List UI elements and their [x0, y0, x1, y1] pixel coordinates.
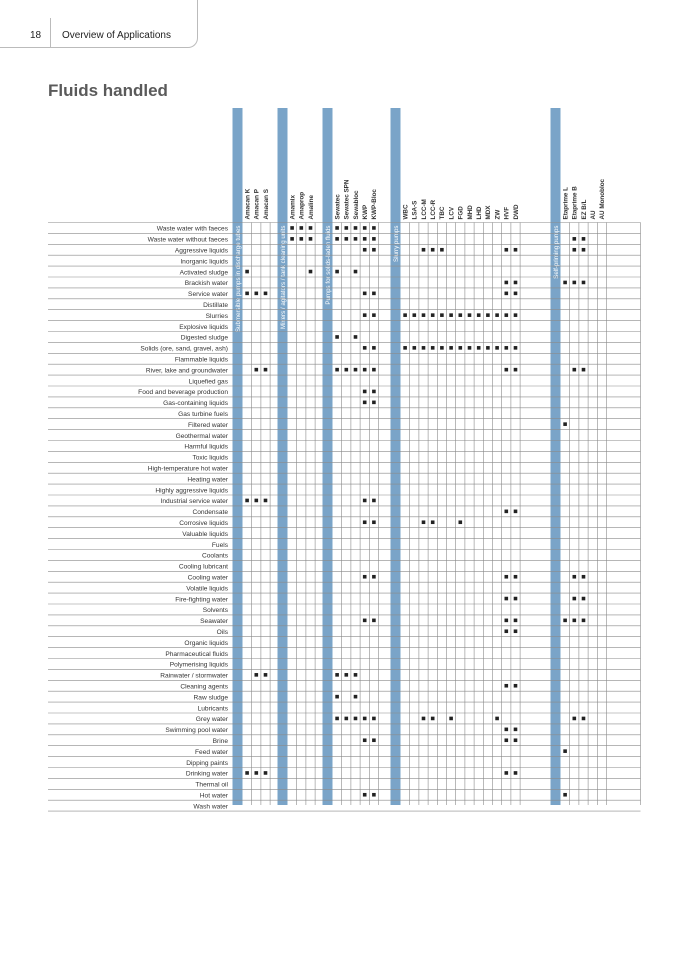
suitability-mark: [290, 226, 294, 230]
suitability-mark: [505, 597, 509, 601]
suitability-mark: [264, 368, 268, 372]
fluid-label: Fuels: [211, 541, 228, 549]
suitability-mark: [363, 717, 367, 721]
suitability-mark: [363, 738, 367, 742]
suitability-mark: [372, 390, 376, 394]
suitability-mark: [413, 313, 417, 317]
group-bar: [278, 108, 288, 805]
suitability-mark: [582, 597, 586, 601]
fluid-label: Explosive liquids: [179, 323, 228, 331]
product-header: LCC-M: [420, 199, 428, 220]
group-label: Self-priming pumps: [553, 225, 560, 279]
suitability-mark: [335, 237, 339, 241]
suitability-mark: [468, 313, 472, 317]
suitability-mark: [255, 771, 259, 775]
suitability-mark: [290, 237, 294, 241]
suitability-mark: [573, 237, 577, 241]
suitability-mark: [582, 368, 586, 372]
suitability-mark: [514, 248, 518, 252]
suitability-mark: [264, 292, 268, 296]
suitability-mark: [514, 346, 518, 350]
fluid-label: Oils: [216, 629, 228, 636]
suitability-mark: [477, 313, 481, 317]
product-header: AU: [590, 210, 597, 220]
suitability-mark: [363, 237, 367, 241]
suitability-mark: [514, 684, 518, 688]
fluid-label: Cooling water: [187, 574, 228, 582]
fluid-label: Highly aggressive liquids: [155, 487, 228, 495]
suitability-mark: [573, 248, 577, 252]
suitability-mark: [468, 346, 472, 350]
suitability-mark: [335, 226, 339, 230]
fluid-label: Activated sludge: [179, 269, 228, 277]
fluid-label: Lubricants: [197, 705, 228, 713]
suitability-mark: [505, 728, 509, 732]
fluid-label: Hot water: [199, 792, 228, 800]
page-number: 18: [30, 30, 42, 41]
suitability-mark: [363, 390, 367, 394]
suitability-mark: [413, 346, 417, 350]
suitability-mark: [309, 237, 313, 241]
suitability-mark: [449, 346, 453, 350]
suitability-mark: [363, 313, 367, 317]
fluid-label: Rainwater / stormwater: [160, 672, 228, 680]
product-header: KWP: [362, 204, 369, 220]
suitability-mark: [505, 368, 509, 372]
suitability-mark: [431, 248, 435, 252]
suitability-mark: [345, 673, 349, 677]
suitability-mark: [582, 281, 586, 285]
suitability-mark: [345, 226, 349, 230]
fluid-label: Gas-containing liquids: [163, 400, 228, 408]
suitability-mark: [505, 281, 509, 285]
suitability-mark: [245, 499, 249, 503]
suitability-mark: [514, 575, 518, 579]
product-header: Etaprime B: [571, 186, 579, 220]
fluid-label: Seawater: [200, 618, 228, 626]
product-header: HVF: [503, 206, 511, 220]
product-header: AU Monobloc: [599, 178, 607, 220]
suitability-mark: [354, 717, 358, 721]
product-header: KWP-Bloc: [371, 189, 379, 220]
suitability-mark: [440, 346, 444, 350]
product-header: Sewatec SPN: [343, 179, 351, 220]
fluid-label: Liquefied gas: [188, 378, 228, 386]
suitability-mark: [495, 717, 499, 721]
fluid-label: Service water: [188, 291, 228, 299]
suitability-mark: [363, 368, 367, 372]
suitability-mark: [514, 619, 518, 623]
suitability-mark: [363, 793, 367, 797]
suitability-mark: [422, 313, 426, 317]
suitability-mark: [354, 695, 358, 699]
fluid-label: Corrosive liquids: [179, 520, 228, 527]
suitability-mark: [563, 281, 567, 285]
fluid-label: Grey water: [195, 716, 228, 724]
suitability-mark: [505, 510, 509, 514]
suitability-mark: [505, 575, 509, 579]
fluid-label: Heating water: [187, 476, 228, 484]
fluid-label: Harmful liquids: [184, 443, 228, 451]
suitability-mark: [372, 313, 376, 317]
suitability-mark: [372, 520, 376, 524]
fluid-label: Flammable liquids: [174, 356, 228, 364]
fluid-label: Food and beverage production: [138, 389, 228, 397]
suitability-mark: [514, 313, 518, 317]
product-header: LSA-S: [411, 200, 419, 220]
suitability-mark: [505, 346, 509, 350]
group-label: Submersible pumps in discharge tubes: [235, 225, 242, 333]
suitability-mark: [582, 248, 586, 252]
suitability-mark: [335, 673, 339, 677]
suitability-mark: [372, 499, 376, 503]
suitability-mark: [563, 619, 567, 623]
group-label: Slurry pumps: [393, 225, 400, 262]
suitability-mark: [245, 292, 249, 296]
suitability-mark: [449, 313, 453, 317]
fluid-label: Feed water: [195, 748, 228, 756]
product-header: DWD: [512, 204, 520, 220]
suitability-mark: [372, 368, 376, 372]
suitability-mark: [505, 248, 509, 252]
fluid-label: Digested sludge: [180, 334, 228, 342]
suitability-mark: [486, 346, 490, 350]
product-header: FGD: [457, 206, 465, 220]
suitability-mark: [505, 619, 509, 623]
group-bar: [391, 108, 401, 805]
suitability-mark: [422, 717, 426, 721]
suitability-mark: [335, 270, 339, 274]
suitability-mark: [573, 575, 577, 579]
fluid-label: Fire-fighting water: [175, 596, 228, 604]
product-header: LHD: [476, 206, 483, 220]
suitability-mark: [354, 368, 358, 372]
suitability-mark: [245, 270, 249, 274]
suitability-mark: [563, 793, 567, 797]
suitability-mark: [459, 313, 463, 317]
suitability-mark: [354, 270, 358, 274]
suitability-mark: [403, 346, 407, 350]
suitability-mark: [363, 499, 367, 503]
suitability-mark: [573, 717, 577, 721]
fluid-label: Solvents: [202, 607, 228, 615]
fluid-label: Organic liquids: [184, 639, 228, 647]
suitability-mark: [363, 401, 367, 405]
suitability-mark: [354, 335, 358, 339]
suitability-mark: [431, 346, 435, 350]
fluid-label: Toxic liquids: [192, 454, 228, 462]
suitability-mark: [505, 684, 509, 688]
suitability-mark: [440, 248, 444, 252]
product-header: ZW: [494, 209, 502, 220]
fluid-label: Waste water with faeces: [156, 225, 228, 233]
fluid-label: Waste water without faeces: [147, 236, 228, 244]
suitability-mark: [514, 728, 518, 732]
suitability-mark: [372, 619, 376, 623]
suitability-mark: [514, 738, 518, 742]
suitability-mark: [363, 520, 367, 524]
fluid-label: Brackish water: [184, 280, 228, 288]
suitability-mark: [335, 695, 339, 699]
suitability-mark: [514, 629, 518, 633]
product-header: Sewabloc: [352, 190, 360, 220]
suitability-mark: [309, 226, 313, 230]
fluid-label: River, lake and groundwater: [145, 367, 228, 375]
group-bar: [323, 108, 333, 805]
fluid-label: Geothermal water: [175, 432, 228, 440]
suitability-mark: [449, 717, 453, 721]
suitability-mark: [372, 717, 376, 721]
fluid-label: Cooling lubricant: [178, 563, 228, 571]
suitability-mark: [372, 793, 376, 797]
suitability-mark: [582, 575, 586, 579]
suitability-mark: [582, 717, 586, 721]
suitability-mark: [563, 749, 567, 753]
suitability-mark: [431, 717, 435, 721]
fluid-label: Volatile liquids: [186, 585, 228, 593]
fluid-label: Coolants: [201, 552, 228, 560]
product-header: Amaline: [307, 195, 315, 220]
suitability-mark: [403, 313, 407, 317]
suitability-mark: [363, 575, 367, 579]
suitability-mark: [255, 673, 259, 677]
suitability-mark: [486, 313, 490, 317]
suitability-mark: [505, 629, 509, 633]
suitability-mark: [255, 368, 259, 372]
suitability-mark: [264, 771, 268, 775]
product-header: Etaprime L: [562, 186, 570, 220]
fluid-label: Valuable liquids: [182, 530, 228, 538]
suitability-mark: [431, 520, 435, 524]
suitability-mark: [573, 619, 577, 623]
product-header: LCC-R: [430, 199, 437, 220]
product-header: MDX: [485, 205, 493, 220]
product-header: Amaprop: [298, 191, 306, 220]
suitability-mark: [300, 226, 304, 230]
fluid-label: Raw sludge: [193, 694, 228, 702]
suitability-mark: [345, 237, 349, 241]
group-label: Pumps for solids-laden fluids: [325, 225, 332, 305]
fluid-label: Aggressive liquids: [174, 247, 228, 255]
suitability-mark: [563, 422, 567, 426]
product-header: TBC: [439, 206, 447, 220]
suitability-mark: [514, 771, 518, 775]
suitability-mark: [459, 346, 463, 350]
fluid-label: Cleaning agents: [180, 683, 228, 691]
suitability-mark: [431, 313, 435, 317]
suitability-mark: [422, 346, 426, 350]
suitability-mark: [255, 499, 259, 503]
fluid-label: Polymerising liquids: [169, 661, 228, 669]
suitability-mark: [422, 520, 426, 524]
fluid-label: Condensate: [192, 509, 228, 517]
suitability-mark: [363, 619, 367, 623]
fluid-label: Filtered water: [188, 421, 228, 429]
suitability-mark: [245, 771, 249, 775]
suitability-mark: [505, 738, 509, 742]
fluid-label: Gas turbine fuels: [178, 411, 228, 418]
section-title: Overview of Applications: [62, 30, 171, 41]
suitability-mark: [300, 237, 304, 241]
fluid-label: Pharmaceutical fluids: [165, 650, 228, 658]
suitability-mark: [372, 575, 376, 579]
suitability-mark: [255, 292, 259, 296]
suitability-mark: [573, 597, 577, 601]
product-header: EZ B/L: [580, 199, 588, 220]
fluid-label: Brine: [212, 738, 228, 745]
product-header: Amacan S: [262, 189, 270, 220]
suitability-mark: [514, 292, 518, 296]
suitability-mark: [345, 717, 349, 721]
suitability-mark: [264, 673, 268, 677]
suitability-mark: [440, 313, 444, 317]
suitability-mark: [363, 226, 367, 230]
fluid-label: High-temperature hot water: [147, 465, 228, 473]
fluid-label: Drinking water: [185, 770, 228, 778]
suitability-mark: [372, 738, 376, 742]
suitability-mark: [372, 346, 376, 350]
group-bar: [551, 108, 561, 805]
suitability-mark: [573, 281, 577, 285]
suitability-mark: [477, 346, 481, 350]
suitability-mark: [372, 226, 376, 230]
fluid-label: Thermal oil: [195, 781, 228, 789]
suitability-mark: [582, 619, 586, 623]
suitability-mark: [354, 237, 358, 241]
suitability-mark: [354, 226, 358, 230]
suitability-mark: [582, 237, 586, 241]
suitability-mark: [505, 313, 509, 317]
fluid-label: Solids (ore, sand, gravel, ash): [140, 345, 228, 353]
product-header: MHD: [466, 205, 474, 220]
page-title: Fluids handled: [48, 81, 168, 100]
suitability-mark: [514, 281, 518, 285]
suitability-mark: [335, 717, 339, 721]
product-header: Sewatec: [334, 194, 342, 220]
suitability-mark: [514, 368, 518, 372]
suitability-mark: [505, 292, 509, 296]
suitability-mark: [309, 270, 313, 274]
suitability-mark: [372, 401, 376, 405]
suitability-mark: [345, 368, 349, 372]
fluid-label: Inorganic liquids: [180, 258, 228, 266]
fluid-label: Industrial service water: [160, 498, 228, 506]
suitability-mark: [495, 313, 499, 317]
fluid-label: Dipping paints: [186, 759, 228, 767]
suitability-mark: [335, 335, 339, 339]
product-header: Amacan P: [253, 189, 261, 220]
fluid-label: Slurries: [205, 312, 228, 320]
group-label: Mixers / agitators / tank cleaning units: [280, 225, 287, 330]
suitability-mark: [335, 368, 339, 372]
suitability-mark: [372, 248, 376, 252]
product-header: Amamix: [289, 195, 297, 220]
product-header: LCV: [448, 206, 456, 220]
suitability-mark: [372, 292, 376, 296]
suitability-mark: [372, 237, 376, 241]
group-bar: [233, 108, 243, 805]
suitability-mark: [363, 248, 367, 252]
fluid-label: Wash water: [193, 803, 228, 811]
product-header: Amacan K: [244, 188, 252, 220]
suitability-mark: [264, 499, 268, 503]
fluid-label: Distillate: [203, 302, 228, 309]
suitability-mark: [363, 346, 367, 350]
suitability-mark: [573, 368, 577, 372]
suitability-mark: [459, 520, 463, 524]
suitability-mark: [505, 771, 509, 775]
suitability-mark: [422, 248, 426, 252]
suitability-mark: [514, 597, 518, 601]
suitability-mark: [514, 510, 518, 514]
fluid-label: Swimming pool water: [165, 727, 228, 735]
product-header: WBC: [402, 204, 410, 220]
suitability-mark: [495, 346, 499, 350]
suitability-mark: [363, 292, 367, 296]
suitability-mark: [354, 673, 358, 677]
